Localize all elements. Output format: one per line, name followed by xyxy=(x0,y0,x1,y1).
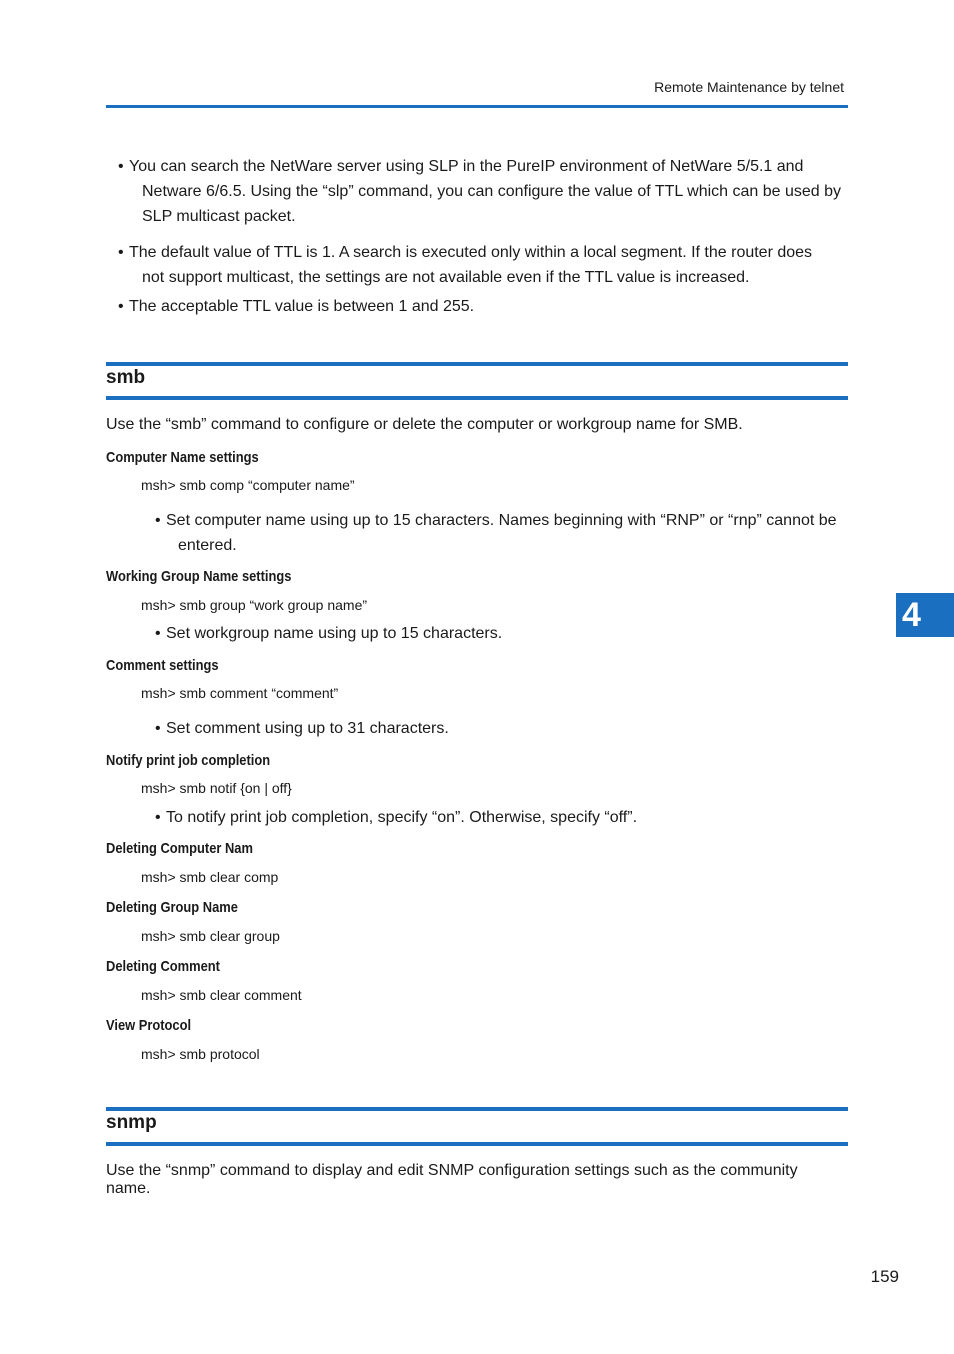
command-line: msh> smb notif {on | off} xyxy=(141,780,292,796)
bullet-text: Set computer name using up to 15 characters. Names beginning with “RNP” or “rnp” cannot be xyxy=(166,512,837,529)
section-title-smb: smb xyxy=(106,367,146,388)
section-title-snmp: snmp xyxy=(106,1112,157,1133)
snmp-description: Use the “snmp” command to display and edit SNMP configuration settings such as the community name. xyxy=(106,1162,798,1197)
bullet-item xyxy=(155,508,865,558)
command-line: msh> smb clear group xyxy=(141,928,280,944)
subheading: Deleting Group Name xyxy=(106,899,238,916)
bullet-dot: • xyxy=(118,244,124,261)
section-rule-bottom xyxy=(106,396,848,400)
command-line: msh> smb protocol xyxy=(141,1046,260,1062)
bullet-item xyxy=(155,621,855,646)
bullet-text: Set workgroup name using up to 15 characters. xyxy=(166,625,503,642)
bullet-dot: • xyxy=(155,720,161,737)
subheading: Notify print job completion xyxy=(106,752,271,769)
bullet-dot: • xyxy=(118,158,124,175)
section-rule-top xyxy=(106,362,848,366)
page-number: 159 xyxy=(870,1267,899,1286)
bullet-item xyxy=(118,294,848,319)
subheading: Comment settings xyxy=(106,657,219,674)
bullet-dot: • xyxy=(118,298,124,315)
bullet-dot: • xyxy=(155,512,161,529)
subheading: Deleting Computer Nam xyxy=(106,840,253,857)
command-line: msh> smb clear comment xyxy=(141,987,302,1003)
subheading: View Protocol xyxy=(106,1017,192,1034)
bullet-text: The acceptable TTL value is between 1 and 255. xyxy=(129,298,475,315)
command-line: msh> smb group “work group name” xyxy=(141,597,368,613)
bullet-text: To notify print job completion, specify “on”. Otherwise, specify “off”. xyxy=(166,809,638,826)
bullet-text: not support multicast, the settings are not available even if the TTL value is increased. xyxy=(142,269,750,286)
section-rule-bottom xyxy=(106,1142,848,1146)
bullet-text: The default value of TTL is 1. A search is executed only within a local segment. If the router does xyxy=(129,244,813,261)
subheading: Computer Name settings xyxy=(106,449,259,466)
smb-description: Use the “smb” command to configure or delete the computer or workgroup name for SMB. xyxy=(106,416,743,433)
command-line: msh> smb comp “computer name” xyxy=(141,477,355,493)
bullet-text: Netware 6/6.5. Using the “slp” command, you can configure the value of TTL which can be used by SLP multicast packet. xyxy=(142,183,842,225)
subheading: Working Group Name settings xyxy=(106,568,292,585)
bullet-item xyxy=(155,805,855,830)
bullet-dot: • xyxy=(155,625,161,642)
section-rule-top xyxy=(106,1107,848,1111)
running-header: Remote Maintenance by telnet xyxy=(654,79,844,95)
subheading: Deleting Comment xyxy=(106,958,220,975)
bullet-text: You can search the NetWare server using SLP in the PureIP environment of NetWare 5/5.1 and xyxy=(129,158,804,175)
bullet-text: entered. xyxy=(178,537,237,554)
chapter-tab: 4 xyxy=(896,593,954,637)
bullet-item xyxy=(118,154,848,229)
command-line: msh> smb clear comp xyxy=(141,869,279,885)
bullet-text: Set comment using up to 31 characters. xyxy=(166,720,449,737)
bullet-item xyxy=(118,240,848,290)
bullet-item xyxy=(155,716,855,741)
header-rule xyxy=(106,105,848,108)
bullet-dot: • xyxy=(155,809,161,826)
command-line: msh> smb comment “comment” xyxy=(141,685,339,701)
